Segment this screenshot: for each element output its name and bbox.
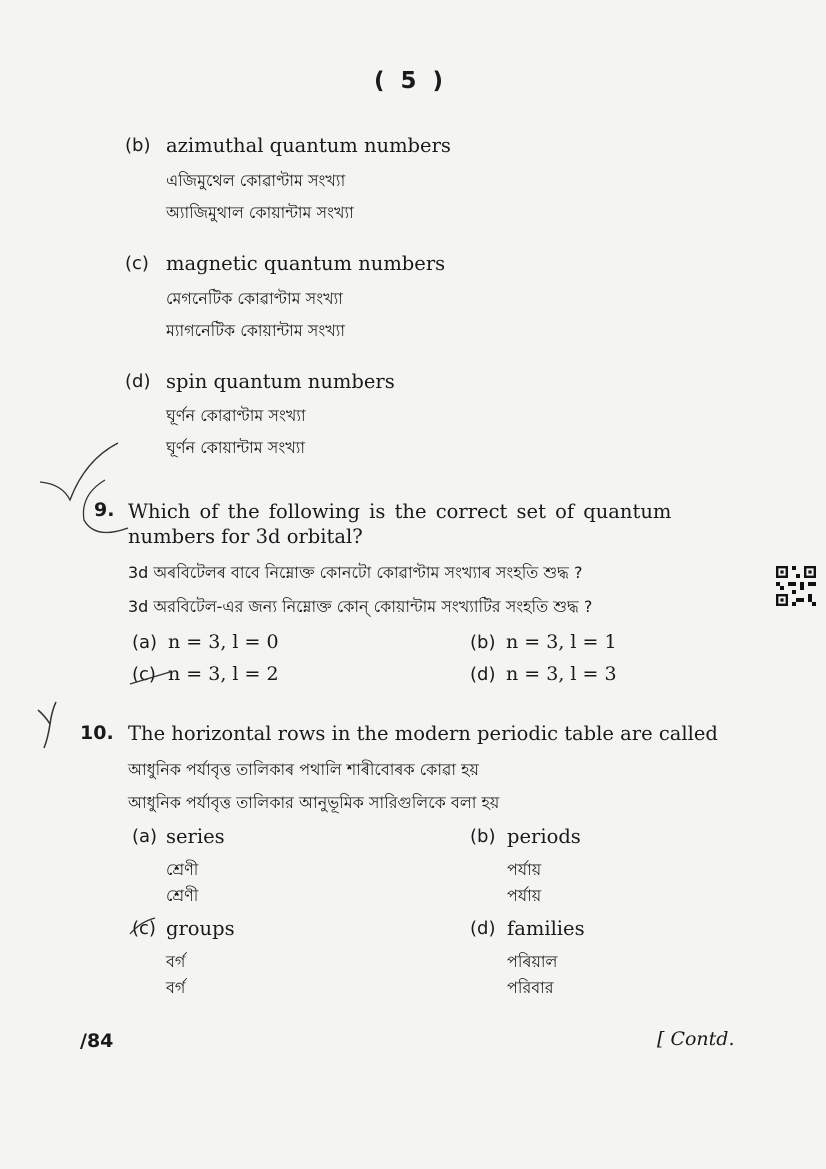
q8-option-d-english: spin quantum numbers: [166, 370, 395, 393]
q10-option-d-label: (d): [470, 918, 496, 939]
q9-option-a: n = 3, l = 0: [168, 631, 279, 653]
q10-option-c-english: groups: [166, 917, 235, 940]
q10-option-a-english: series: [166, 825, 225, 848]
q9-option-b: n = 3, l = 1: [506, 631, 617, 653]
q8-option-b-english: azimuthal quantum numbers: [166, 134, 451, 157]
q8-option-d-assamese: ঘূৰ্ণন কোৱাণ্টাম সংখ্যা: [166, 406, 306, 425]
q8-option-c-label: (c): [125, 253, 149, 274]
q9-question-line1: Which of the following is the correct set of quantum: [128, 500, 672, 523]
q10-option-c-assamese: বৰ্গ: [166, 952, 186, 971]
q10-option-b-assamese: পৰ্যায়: [507, 860, 542, 879]
q8-option-c-english: magnetic quantum numbers: [166, 252, 446, 275]
page-code: /84: [80, 1030, 114, 1052]
q10-option-d-english: families: [507, 917, 585, 940]
q9-assamese: 3d অৰবিটেলৰ বাবে নিম্নোক্ত কোনটো কোৱাণ্টাম সংখ্যাৰ সংহতি শুদ্ধ ?: [128, 563, 583, 582]
q9-number: 9.: [94, 499, 115, 521]
q10-option-a-assamese: শ্ৰেণী: [166, 860, 199, 879]
q9-option-d: n = 3, l = 3: [506, 663, 617, 685]
q8-option-b-bengali: অ্যাজিমুথাল কোয়ান্টাম সংখ্যা: [166, 203, 354, 222]
q10-option-c-bengali: বর্গ: [166, 978, 186, 997]
q10-option-a-bengali: শ্রেণী: [166, 886, 199, 905]
q10-option-b-bengali: পর্যায়: [507, 886, 542, 905]
q8-option-c-assamese: মেগনেটিক কোৱাণ্টাম সংখ্যা: [166, 289, 343, 308]
q9-option-c-label: (c): [132, 664, 156, 685]
q9-option-b-label: (b): [470, 632, 496, 653]
strike-mark-q10c: [130, 918, 155, 934]
q8-option-b-label: (b): [125, 135, 151, 156]
q8-option-b-assamese: এজিমুথেল কোৱাণ্টাম সংখ্যা: [166, 171, 346, 190]
q8-option-c-bengali: ম্যাগনেটিক কোয়ান্টাম সংখ্যা: [166, 321, 346, 340]
q10-option-b-english: periods: [507, 825, 581, 848]
continued-note: [ Contd.: [657, 1028, 735, 1050]
q10-number: 10.: [80, 722, 114, 744]
page-number: ( 5 ): [374, 68, 448, 94]
q9-option-d-label: (d): [470, 664, 496, 685]
q8-option-d-bengali: ঘূর্ণন কোয়ান্টাম সংখ্যা: [166, 438, 306, 457]
q9-bengali: 3d অরবিটেল-এর জন্য নিম্নোক্ত কোন্ কোয়ান্টাম সংখ্যাটির সংহতি শুদ্ধ ?: [128, 597, 593, 616]
q10-option-d-assamese: পৰিয়াল: [507, 952, 558, 971]
q10-option-d-bengali: পরিবার: [507, 978, 554, 997]
q10-assamese: আধুনিক পৰ্যাবৃত্ত তালিকাৰ পথালি শাৰীবোৰক কোৱা হয়: [128, 760, 479, 779]
strike-mark-q9c: [130, 672, 170, 684]
circle-mark-q9: [83, 480, 128, 533]
q9-question-line2: numbers for 3d orbital?: [128, 525, 363, 548]
y-mark: [38, 702, 56, 748]
q9-option-a-label: (a): [132, 632, 158, 653]
q10-option-c-label: (c): [132, 918, 156, 939]
q10-bengali: আধুনিক পর্যাবৃত্ত তালিকার আনুভূমিক সারিগুলিকে বলা হয়: [128, 793, 500, 812]
q9-option-c: n = 3, l = 2: [168, 663, 279, 685]
q10-question: The horizontal rows in the modern periodic table are called: [128, 722, 718, 745]
q10-option-b-label: (b): [470, 826, 496, 847]
tick-mark: [40, 443, 118, 500]
q10-option-a-label: (a): [132, 826, 158, 847]
q8-option-d-label: (d): [125, 371, 151, 392]
